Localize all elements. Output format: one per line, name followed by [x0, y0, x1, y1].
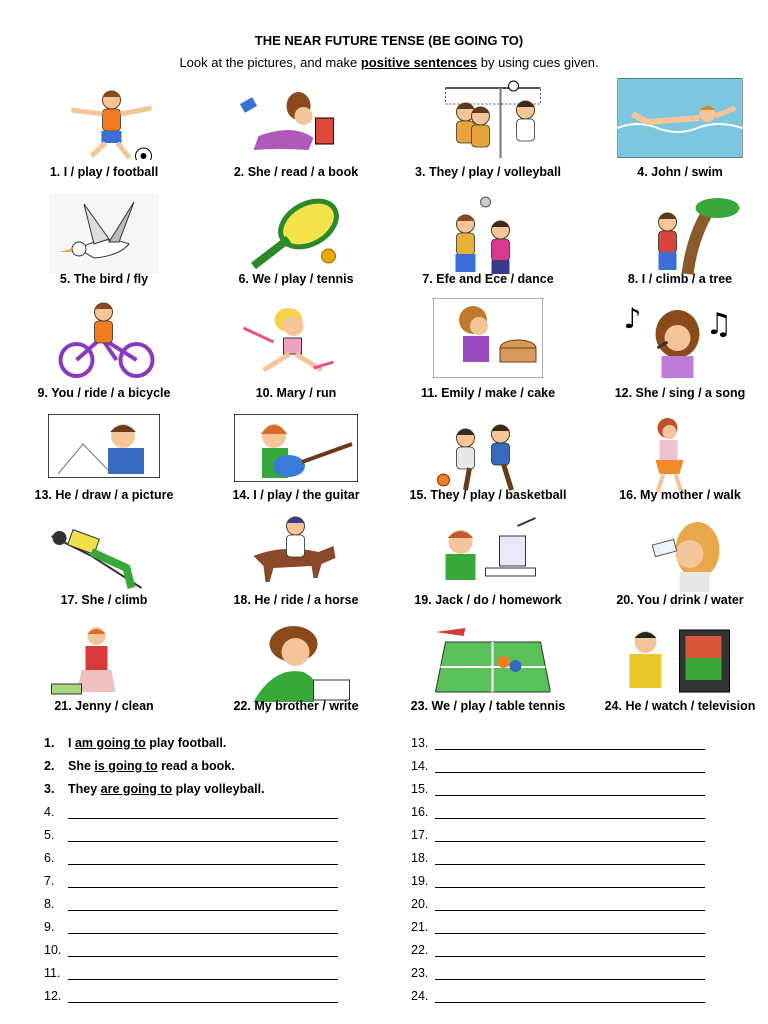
sentence-number: 9. — [44, 919, 55, 934]
sentence-number: 7. — [44, 873, 55, 888]
answer-line[interactable] — [411, 800, 705, 823]
picture-cue: 22. My brother / write — [233, 699, 359, 713]
answer-line[interactable] — [44, 984, 338, 1007]
picture-cue: 24. He / watch / television — [604, 699, 756, 713]
sentence-number: 12. — [44, 988, 62, 1003]
cake-maker-icon — [433, 298, 543, 378]
picture-cue: 13. He / draw / a picture — [34, 488, 174, 502]
girl-reading-icon — [234, 78, 359, 160]
answer-line[interactable] — [44, 823, 338, 846]
answer-line[interactable] — [411, 892, 705, 915]
sentence-number: 24. — [411, 988, 429, 1003]
sentence-number: 11. — [44, 965, 61, 980]
answer-line[interactable] — [411, 869, 705, 892]
answer-line[interactable] — [44, 961, 338, 984]
tennis-racket-icon — [234, 194, 359, 276]
sentence-number: 19. — [411, 873, 429, 888]
example-sentence — [44, 777, 338, 800]
picture-cue: 7. Efe and Ece / dance — [422, 272, 554, 286]
sentence-number: 8. — [44, 896, 55, 911]
instructions — [0, 55, 768, 70]
answer-line[interactable] — [44, 846, 338, 869]
answer-line[interactable] — [411, 984, 705, 1007]
answer-blank[interactable] — [68, 896, 338, 911]
answers-left-column — [44, 731, 338, 1007]
sentence-number: 6. — [44, 850, 55, 865]
answer-blank[interactable] — [68, 942, 338, 957]
answer-blank[interactable] — [435, 758, 705, 773]
picture-cue: 19. Jack / do / homework — [414, 593, 562, 607]
sentence-number: 18. — [411, 850, 429, 865]
answer-blank[interactable] — [68, 804, 338, 819]
instruction-highlight: positive sentences — [360, 55, 478, 70]
dancers-icon — [426, 194, 551, 276]
sentence-number: 23. — [411, 965, 429, 980]
basketball-players-icon — [426, 414, 551, 496]
picture-cue: 8. I / climb / a tree — [627, 272, 733, 286]
answer-blank[interactable] — [435, 804, 705, 819]
answer-blank[interactable] — [435, 850, 705, 865]
answer-blank[interactable] — [435, 942, 705, 957]
picture-cue: 4. John / swim — [637, 165, 723, 179]
picture-cue: 5. The bird / fly — [59, 272, 149, 286]
cleaning-icon — [42, 622, 167, 704]
going-to-form: are going to — [100, 781, 173, 796]
guitar-player-icon — [234, 414, 358, 482]
answer-blank[interactable] — [435, 896, 705, 911]
answer-blank[interactable] — [435, 735, 705, 750]
answer-blank[interactable] — [68, 850, 338, 865]
tree-climber-icon — [618, 194, 743, 276]
answer-blank[interactable] — [435, 781, 705, 796]
answer-line[interactable] — [44, 892, 338, 915]
answer-blank[interactable] — [435, 965, 705, 980]
sentence-number: 17. — [411, 827, 429, 842]
answer-line[interactable] — [44, 800, 338, 823]
picture-cue: 20. You / drink / water — [616, 593, 744, 607]
picture-cue: 11. Emily / make / cake — [420, 386, 556, 400]
walking-woman-icon — [618, 414, 743, 496]
answer-blank[interactable] — [435, 919, 705, 934]
answer-blank[interactable] — [68, 827, 338, 842]
example-text: I am going to play football. — [68, 735, 227, 750]
bicycle-rider-icon — [42, 298, 167, 380]
answer-blank[interactable] — [68, 988, 338, 1003]
sentence-number: 3. — [44, 781, 55, 796]
picture-cue: 15. They / play / basketball — [409, 488, 567, 502]
svg-text:♫: ♫ — [705, 307, 733, 342]
climber-icon — [42, 516, 167, 598]
answer-line[interactable] — [411, 823, 705, 846]
example-text: They are going to play volleyball. — [68, 781, 265, 796]
boy-writing-icon — [234, 622, 359, 704]
picture-cue: 3. They / play / volleyball — [415, 165, 561, 179]
sentence-number: 15. — [411, 781, 429, 796]
sentence-number: 21. — [411, 919, 429, 934]
instruction-text-end: by using cues given. — [477, 55, 599, 70]
going-to-form: is going to — [94, 758, 158, 773]
answer-line[interactable] — [411, 731, 705, 754]
going-to-form: am going to — [74, 735, 146, 750]
picture-cue: 17. She / climb — [60, 593, 148, 607]
picture-cue: 14. I / play / the guitar — [232, 488, 360, 502]
answer-blank[interactable] — [435, 988, 705, 1003]
sentence-number: 16. — [411, 804, 429, 819]
picture-cue: 23. We / play / table tennis — [410, 699, 566, 713]
boy-drawing-icon — [48, 414, 160, 478]
picture-cue: 2. She / read / a book — [233, 165, 359, 179]
sentence-number: 20. — [411, 896, 429, 911]
football-player-icon — [42, 78, 167, 160]
picture-cue: 21. Jenny / clean — [54, 699, 154, 713]
instruction-text: Look at the pictures, and make — [179, 55, 361, 70]
volleyball-players-icon — [426, 78, 551, 160]
sentence-number: 1. — [44, 735, 55, 750]
running-girl-icon — [234, 298, 359, 380]
picture-cue: 6. We / play / tennis — [238, 272, 354, 286]
table-tennis-icon — [426, 622, 551, 704]
answer-line[interactable] — [44, 938, 338, 961]
sentence-number: 5. — [44, 827, 55, 842]
answer-blank[interactable] — [435, 873, 705, 888]
answer-line[interactable] — [44, 869, 338, 892]
television-icon — [618, 622, 743, 704]
answer-blank[interactable] — [68, 965, 338, 980]
sentence-number: 2. — [44, 758, 55, 773]
picture-cue: 12. She / sing / a song — [614, 386, 746, 400]
drinking-water-icon — [618, 516, 743, 598]
answer-line[interactable] — [411, 915, 705, 938]
svg-text:♪: ♪ — [623, 302, 642, 335]
picture-cue: 18. He / ride / a horse — [233, 593, 359, 607]
picture-cue: 16. My mother / walk — [619, 488, 741, 502]
example-text: She is going to read a book. — [68, 758, 235, 773]
answer-line[interactable] — [411, 777, 705, 800]
answer-line[interactable] — [411, 938, 705, 961]
answer-line[interactable] — [411, 754, 705, 777]
answer-line[interactable] — [411, 846, 705, 869]
answer-blank[interactable] — [68, 873, 338, 888]
horse-rider-icon — [234, 516, 359, 598]
homework-icon — [426, 516, 551, 598]
answer-line[interactable] — [44, 915, 338, 938]
sentence-number: 22. — [411, 942, 429, 957]
answer-line[interactable] — [411, 961, 705, 984]
example-sentence — [44, 754, 338, 777]
worksheet-title: THE NEAR FUTURE TENSE (BE GOING TO) — [254, 33, 524, 48]
singer-icon — [618, 298, 743, 380]
picture-cue: 10. Mary / run — [255, 386, 337, 400]
swimmer-icon — [618, 78, 743, 158]
answer-blank[interactable] — [435, 827, 705, 842]
sentence-number: 4. — [44, 804, 55, 819]
answers-right-column — [411, 731, 705, 1007]
bird-icon — [49, 194, 159, 274]
sentence-number: 14. — [411, 758, 429, 773]
sentence-number: 10. — [44, 942, 62, 957]
picture-cue: 1. I / play / football — [49, 165, 159, 179]
example-sentence — [44, 731, 338, 754]
sentence-number: 13. — [411, 735, 429, 750]
answer-blank[interactable] — [68, 919, 338, 934]
picture-cue: 9. You / ride / a bicycle — [37, 386, 171, 400]
